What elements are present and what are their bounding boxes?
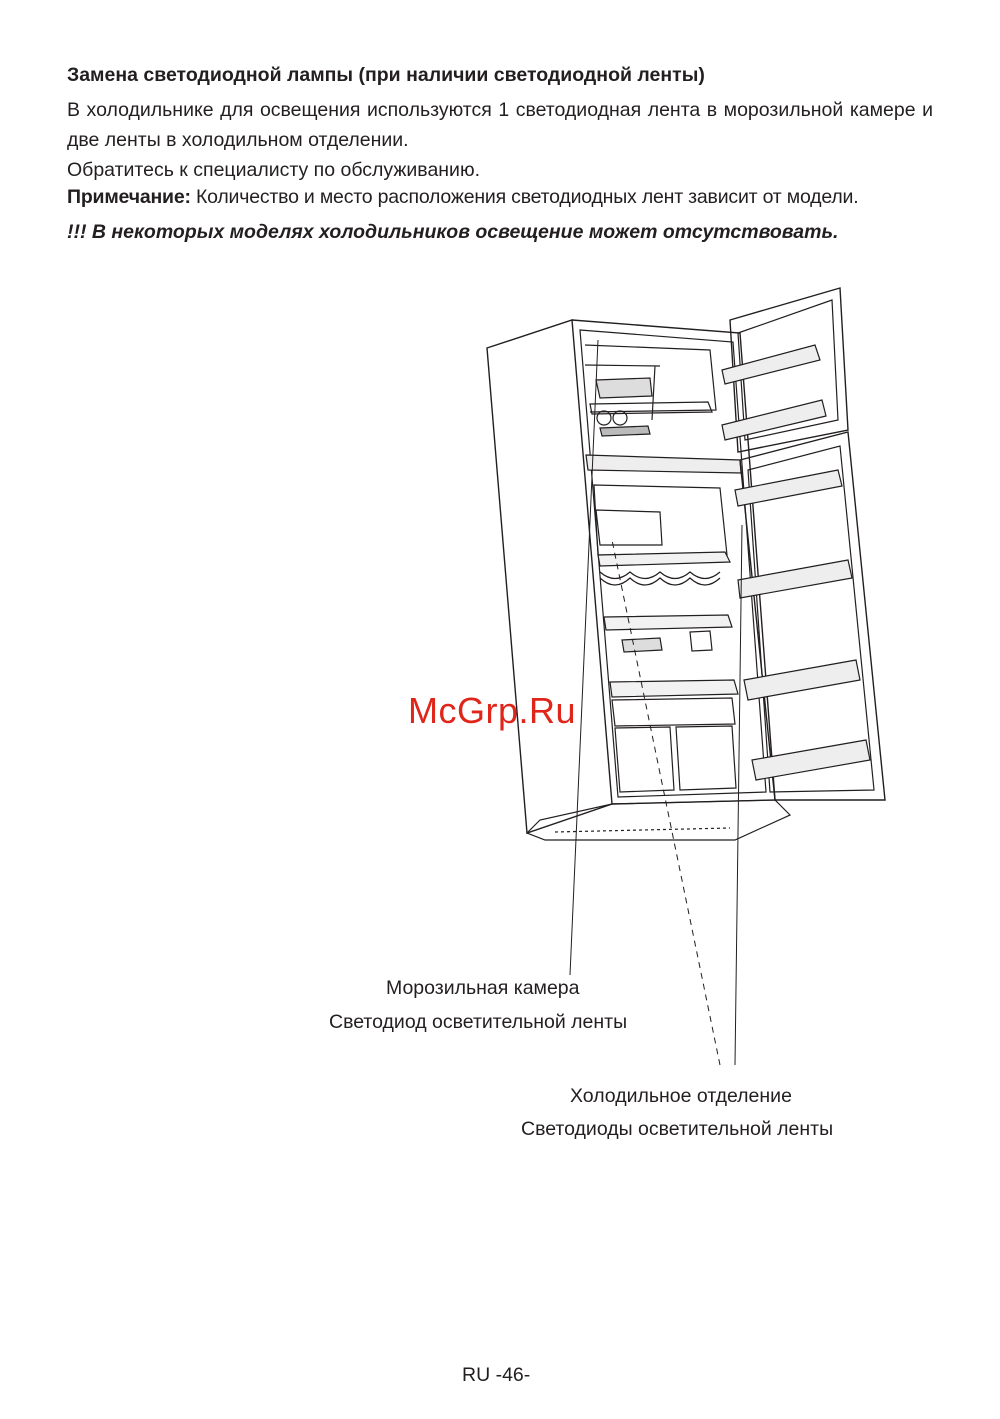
fridge-led-label: Светодиоды осветительной ленты (521, 1118, 834, 1140)
note-label: Примечание: (67, 186, 191, 208)
fridge-label: Холодильное отделение (570, 1085, 792, 1107)
note-text: Количество и место расположения светодиодных лент зависит от модели. (190, 186, 859, 208)
note (67, 186, 858, 209)
paragraph-service: Обратитесь к специалисту по обслуживанию. (67, 159, 480, 181)
page-number: RU -46- (462, 1364, 531, 1386)
freezer-label: Морозильная камера (386, 977, 580, 999)
watermark: McGrp.Ru (408, 690, 577, 731)
section-title: Замена светодиодной лампы (при наличии светодиодной ленты) (67, 64, 705, 86)
warning-text: !!! В некоторых моделях холодильников освещение может отсутствовать. (67, 221, 839, 243)
freezer-led-label: Светодиод осветительной ленты (329, 1011, 628, 1033)
paragraph-led-description: В холодильнике для освещения используются 1 светодиодная лента в морозильной камере и две ленты в холодильном отделении. (67, 99, 933, 151)
